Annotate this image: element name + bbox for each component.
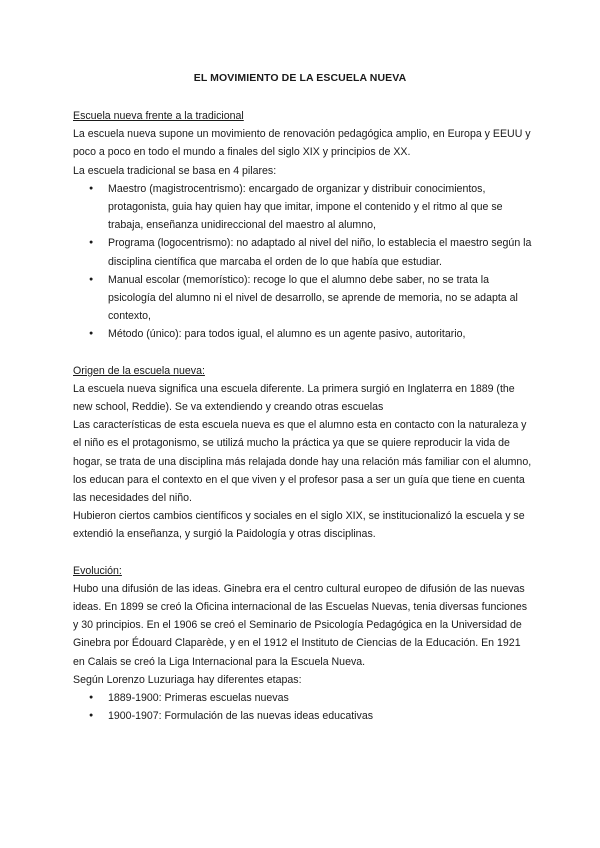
paragraph: Hubieron ciertos cambios científicos y sociales en el siglo XIX, se institucionalizó la escuela y se extendió la enseñanza, y surgió la Paidología y otras disciplinas. <box>73 510 525 541</box>
document-title: EL MOVIMIENTO DE LA ESCUELA NUEVA <box>193 72 407 84</box>
spacer <box>73 344 533 362</box>
list-item: ● Maestro (magistrocentrismo): encargado de organizar y distribuir conocimientos, protagonista, guia hay quien hay que imitar, impone el contenido y el ritmo al que se trabaja, enseñanza unidireccional del maestro al alumno, <box>73 180 533 235</box>
list-item: ● 1900-1907: Formulación de las nuevas ideas educativas <box>73 707 533 725</box>
list-item: ● 1889-1900: Primeras escuelas nuevas <box>73 689 533 707</box>
paragraph: La escuela tradicional se basa en 4 pilares: <box>73 164 277 177</box>
section-heading-traditional: Escuela nueva frente a la tradicional <box>73 110 244 122</box>
paragraph: Hubo una difusión de las ideas. Ginebra era el centro cultural europeo de difusión de las nuevas ideas. En 1899 se creó la Oficina internacional de las Escuelas Nuevas, tenia diversas funciones y 30 principios. En el 1906 se creó el Seminario de Psicología Pedagógica en la Universidad de Ginebra por Édouard Claparède, y en el 1912 el Instituto de Ciencias de la Educación. En 1921 en Calais se creó la Liga Internacional para la Escuela Nueva. <box>73 582 528 668</box>
paragraph: Según Lorenzo Luzuriaga hay diferentes etapas: <box>73 673 302 686</box>
list-item: ● Programa (logocentrismo): no adaptado al nivel del niño, lo establecia el maestro según la disciplina científica que marcaba el orden de lo que había que estudiar. <box>73 234 533 270</box>
list-item: ● Manual escolar (memorístico): recoge lo que el alumno debe saber, no se trata la psicología del alumno ni el nivel de desarrollo, se aprende de memoria, no se adapta al contexto, <box>73 271 533 326</box>
document-body <box>73 107 533 726</box>
section-heading-evolution: Evolución: <box>73 564 122 577</box>
stages-list <box>73 689 533 725</box>
section-heading-origin: Origen de la escuela nueva: <box>73 364 205 377</box>
paragraph: La escuela nueva significa una escuela diferente. La primera surgió en Inglaterra en 1889 (the new school, Reddie). Se va extendiendo y creando otras escuelas <box>73 382 515 414</box>
paragraph: La escuela nueva supone un movimiento de renovación pedagógica amplio, en Europa y EEUU y poco a poco en todo el mundo a finales del siglo XIX y principios de XX. <box>73 128 531 159</box>
paragraph: Las características de esta escuela nueva es que el alumno esta en contacto con la naturaleza y el niño es el protagonismo, se utilizá mucho la práctica ya que se quiere reproducir la vida de hogar, se trata de una disciplina más relajada donde hay una relación más familiar con el alumno, los educan para el contexto en el que viven y el profesor pasa a ser un guía que tiene en cuenta las necesidades del niño. <box>73 419 532 505</box>
pillars-list <box>73 180 533 344</box>
list-item: ● Método (único): para todos igual, el alumno es un agente pasivo, autoritario, <box>73 325 533 343</box>
spacer <box>73 544 533 562</box>
